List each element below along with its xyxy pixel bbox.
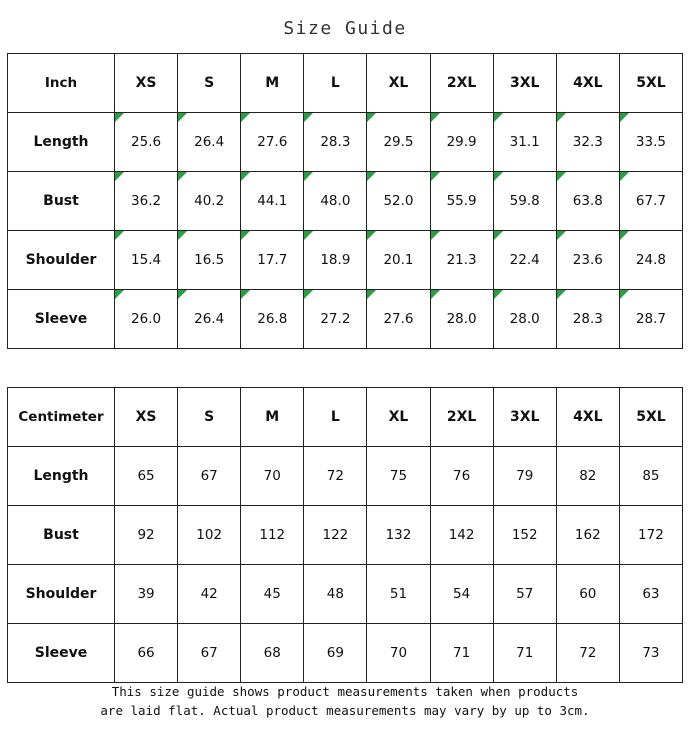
cell-bust-l: 122 — [304, 506, 367, 565]
cell-shoulder-5xl: 63 — [619, 565, 682, 624]
cell-bust-3xl: 152 — [493, 506, 556, 565]
column-header-4xl: 4XL — [556, 388, 619, 447]
cell-bust-5xl: 172 — [619, 506, 682, 565]
cell-sleeve-3xl: 71 — [493, 624, 556, 683]
cell-length-3xl: 31.1 — [493, 113, 556, 172]
column-header-l: L — [304, 388, 367, 447]
cell-length-xl: 29.5 — [367, 113, 430, 172]
cell-shoulder-2xl: 54 — [430, 565, 493, 624]
cell-bust-m: 112 — [241, 506, 304, 565]
cell-sleeve-xl: 70 — [367, 624, 430, 683]
page-title: Size Guide — [283, 18, 407, 39]
cell-shoulder-3xl: 22.4 — [493, 231, 556, 290]
column-header-l: L — [304, 54, 367, 113]
cell-shoulder-4xl: 23.6 — [556, 231, 619, 290]
table-separator — [0, 349, 690, 387]
cell-bust-xs: 36.2 — [115, 172, 178, 231]
column-header-xs: XS — [115, 54, 178, 113]
table-header-row — [8, 54, 683, 113]
cell-shoulder-s: 42 — [178, 565, 241, 624]
cell-sleeve-s: 26.4 — [178, 290, 241, 349]
cell-sleeve-xs: 26.0 — [115, 290, 178, 349]
cell-bust-xs: 92 — [115, 506, 178, 565]
table-row — [8, 231, 683, 290]
column-header-3xl: 3XL — [493, 388, 556, 447]
cell-shoulder-m: 17.7 — [241, 231, 304, 290]
table-row — [8, 172, 683, 231]
cell-shoulder-3xl: 57 — [493, 565, 556, 624]
column-header-5xl: 5XL — [619, 54, 682, 113]
cell-sleeve-l: 27.2 — [304, 290, 367, 349]
cell-bust-xl: 52.0 — [367, 172, 430, 231]
cell-bust-2xl: 55.9 — [430, 172, 493, 231]
unit-label-inch: Inch — [8, 54, 115, 113]
column-header-2xl: 2XL — [430, 54, 493, 113]
cell-sleeve-m: 26.8 — [241, 290, 304, 349]
cell-length-4xl: 32.3 — [556, 113, 619, 172]
row-label-sleeve: Sleeve — [8, 290, 115, 349]
row-label-shoulder: Shoulder — [8, 565, 115, 624]
cell-length-m: 27.6 — [241, 113, 304, 172]
column-header-m: M — [241, 54, 304, 113]
row-label-bust: Bust — [8, 506, 115, 565]
cell-bust-m: 44.1 — [241, 172, 304, 231]
table-row — [8, 113, 683, 172]
cell-shoulder-m: 45 — [241, 565, 304, 624]
cell-sleeve-4xl: 28.3 — [556, 290, 619, 349]
cell-sleeve-2xl: 28.0 — [430, 290, 493, 349]
column-header-s: S — [178, 54, 241, 113]
table-row — [8, 624, 683, 683]
cell-length-s: 67 — [178, 447, 241, 506]
table-row — [8, 565, 683, 624]
cell-sleeve-s: 67 — [178, 624, 241, 683]
cell-shoulder-l: 18.9 — [304, 231, 367, 290]
cell-shoulder-5xl: 24.8 — [619, 231, 682, 290]
cell-length-5xl: 85 — [619, 447, 682, 506]
cell-sleeve-2xl: 71 — [430, 624, 493, 683]
cell-bust-2xl: 142 — [430, 506, 493, 565]
cell-length-3xl: 79 — [493, 447, 556, 506]
cell-bust-4xl: 63.8 — [556, 172, 619, 231]
unit-label-centimeter: Centimeter — [8, 388, 115, 447]
cell-length-m: 70 — [241, 447, 304, 506]
cell-length-xl: 75 — [367, 447, 430, 506]
cell-sleeve-m: 68 — [241, 624, 304, 683]
column-header-xl: XL — [367, 388, 430, 447]
cell-sleeve-3xl: 28.0 — [493, 290, 556, 349]
cell-shoulder-xl: 20.1 — [367, 231, 430, 290]
cell-shoulder-2xl: 21.3 — [430, 231, 493, 290]
cell-length-s: 26.4 — [178, 113, 241, 172]
table-row — [8, 506, 683, 565]
row-label-length: Length — [8, 113, 115, 172]
cell-bust-5xl: 67.7 — [619, 172, 682, 231]
column-header-s: S — [178, 388, 241, 447]
table-header-row — [8, 388, 683, 447]
row-label-sleeve: Sleeve — [8, 624, 115, 683]
cell-length-xs: 65 — [115, 447, 178, 506]
cell-bust-xl: 132 — [367, 506, 430, 565]
cell-sleeve-5xl: 73 — [619, 624, 682, 683]
cell-bust-s: 40.2 — [178, 172, 241, 231]
size-table-centimeter — [7, 387, 683, 683]
column-header-2xl: 2XL — [430, 388, 493, 447]
cell-length-2xl: 29.9 — [430, 113, 493, 172]
table-row — [8, 290, 683, 349]
footnote-line-1: This size guide shows product measurements taken when products — [111, 684, 579, 699]
column-header-4xl: 4XL — [556, 54, 619, 113]
footnote — [0, 682, 690, 720]
cell-bust-s: 102 — [178, 506, 241, 565]
cell-sleeve-l: 69 — [304, 624, 367, 683]
cell-sleeve-xs: 66 — [115, 624, 178, 683]
column-header-xs: XS — [115, 388, 178, 447]
cell-shoulder-4xl: 60 — [556, 565, 619, 624]
cell-length-l: 72 — [304, 447, 367, 506]
row-label-bust: Bust — [8, 172, 115, 231]
row-label-length: Length — [8, 447, 115, 506]
cell-shoulder-xs: 15.4 — [115, 231, 178, 290]
cell-shoulder-xl: 51 — [367, 565, 430, 624]
column-header-5xl: 5XL — [619, 388, 682, 447]
cell-sleeve-4xl: 72 — [556, 624, 619, 683]
cell-length-l: 28.3 — [304, 113, 367, 172]
cell-sleeve-5xl: 28.7 — [619, 290, 682, 349]
column-header-m: M — [241, 388, 304, 447]
footnote-line-2: are laid flat. Actual product measurements may vary by up to 3cm. — [100, 703, 590, 718]
cell-length-xs: 25.6 — [115, 113, 178, 172]
cell-bust-4xl: 162 — [556, 506, 619, 565]
cell-bust-l: 48.0 — [304, 172, 367, 231]
column-header-3xl: 3XL — [493, 54, 556, 113]
cell-length-5xl: 33.5 — [619, 113, 682, 172]
cell-sleeve-xl: 27.6 — [367, 290, 430, 349]
cell-shoulder-s: 16.5 — [178, 231, 241, 290]
cell-length-4xl: 82 — [556, 447, 619, 506]
table-row — [8, 447, 683, 506]
size-table-inch — [7, 53, 683, 349]
cell-shoulder-xs: 39 — [115, 565, 178, 624]
cell-shoulder-l: 48 — [304, 565, 367, 624]
cell-bust-3xl: 59.8 — [493, 172, 556, 231]
cell-length-2xl: 76 — [430, 447, 493, 506]
column-header-xl: XL — [367, 54, 430, 113]
row-label-shoulder: Shoulder — [8, 231, 115, 290]
